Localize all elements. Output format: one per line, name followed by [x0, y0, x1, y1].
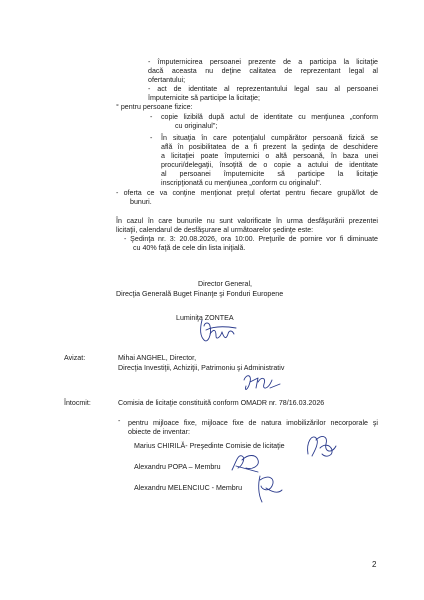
session-line-2: cu 40% faţă de cele din lista iniţială.: [133, 244, 246, 252]
copy-line-1: copie lizibilă după actul de identitate cu menţiunea „conform: [161, 113, 378, 121]
intocmit-sub-line-2: obiecte de inventar:: [128, 428, 190, 436]
intocmit-label: Întocmit:: [64, 399, 91, 407]
commission-member-1: Marius CHIRILĂ- Preşedinte Comisie de licitaţie: [134, 442, 285, 450]
member-1-signature: [302, 430, 342, 462]
offer-line-2: bunuri.: [130, 198, 152, 206]
auth-line-4: - act de identitate al reprezentantului legal sau al persoanei: [148, 85, 378, 93]
auth-line-1: - împuternicirea persoanei prezente de a participa la licitaţie: [148, 58, 378, 66]
commission-member-2: Alexandru POPA – Membru: [134, 463, 221, 471]
intocmit-line: Comisia de licitaţie constituită conform OMADR nr. 78/16.03.2026: [118, 399, 325, 407]
intocmit-dash: -: [118, 417, 121, 425]
director-title: Director General,: [198, 280, 253, 288]
degree-bullet-icon: °: [116, 103, 119, 111]
unsold-line-1: În cazul în care bunurile nu sunt valorificate în urma desfăşurării prezentei: [116, 217, 378, 225]
proxy-line-6: inscripţionată cu menţiunea „conform cu originalul".: [161, 179, 322, 187]
avizat-signature: [240, 370, 284, 396]
director-department: Direcţia Generală Buget Finanţe şi Fonduri Europene: [116, 290, 284, 298]
member-3-signature: [252, 472, 288, 506]
proxy-line-1: În situaţia în care potenţialul cumpărător persoană fizică se: [161, 134, 378, 142]
avizat-line-1: Mihai ANGHEL, Director,: [118, 354, 197, 362]
page-number: 2: [372, 560, 377, 569]
intocmit-sub-line-1: pentru mijloace fixe, mijloace fixe de natura imobilizărilor necorporale şi: [128, 419, 378, 427]
natural-persons-heading: [116, 103, 193, 112]
natural-persons-heading-text: pentru persoane fizice:: [120, 103, 193, 111]
avizat-label: Avizat:: [64, 354, 86, 362]
copy-line-2: cu originalul";: [175, 122, 218, 130]
commission-member-3: Alexandru MELENCIUC - Membru: [134, 484, 243, 492]
director-signature: [196, 316, 242, 346]
proxy-line-5: al persoanei împuternicite să participe la licitaţie: [161, 170, 378, 178]
offer-line-1: - oferta ce va conţine menţionat preţul ofertat pentru fiecare grupă/lot de: [116, 189, 378, 197]
director-name: Luminiţa ZONTEA: [176, 314, 234, 322]
bullet-dash-icon: -: [150, 134, 153, 142]
avizat-line-2: Direcţia Investiţii, Achiziţii, Patrimoniu şi Administrativ: [118, 364, 285, 372]
auth-line-3: ofertantului;: [148, 76, 186, 84]
bullet-dash-icon: -: [150, 113, 153, 121]
auth-line-2: dacă aceasta nu deţine calitatea de reprezentant legal al: [148, 67, 378, 75]
proxy-line-3: a licitaţiei poate împuternici o altă persoană, în baza unei: [161, 152, 378, 160]
proxy-line-4: procuri/delegaţii, însoţită de o copie a actului de identitate: [161, 161, 378, 169]
proxy-line-2: află în posibilitatea de a fi prezent la şedinţa de deschidere: [161, 143, 378, 151]
unsold-line-2: licitaţii, calendarul de desfăşurare al următoarelor şedinţe este:: [116, 226, 314, 234]
session-line-1: - Şedinţa nr. 3: 20.08.2026, ora 10:00. Preţurile de pornire vor fi diminuate: [124, 235, 378, 243]
auth-line-5: împuternicite să participe la licitaţie;: [148, 94, 260, 102]
